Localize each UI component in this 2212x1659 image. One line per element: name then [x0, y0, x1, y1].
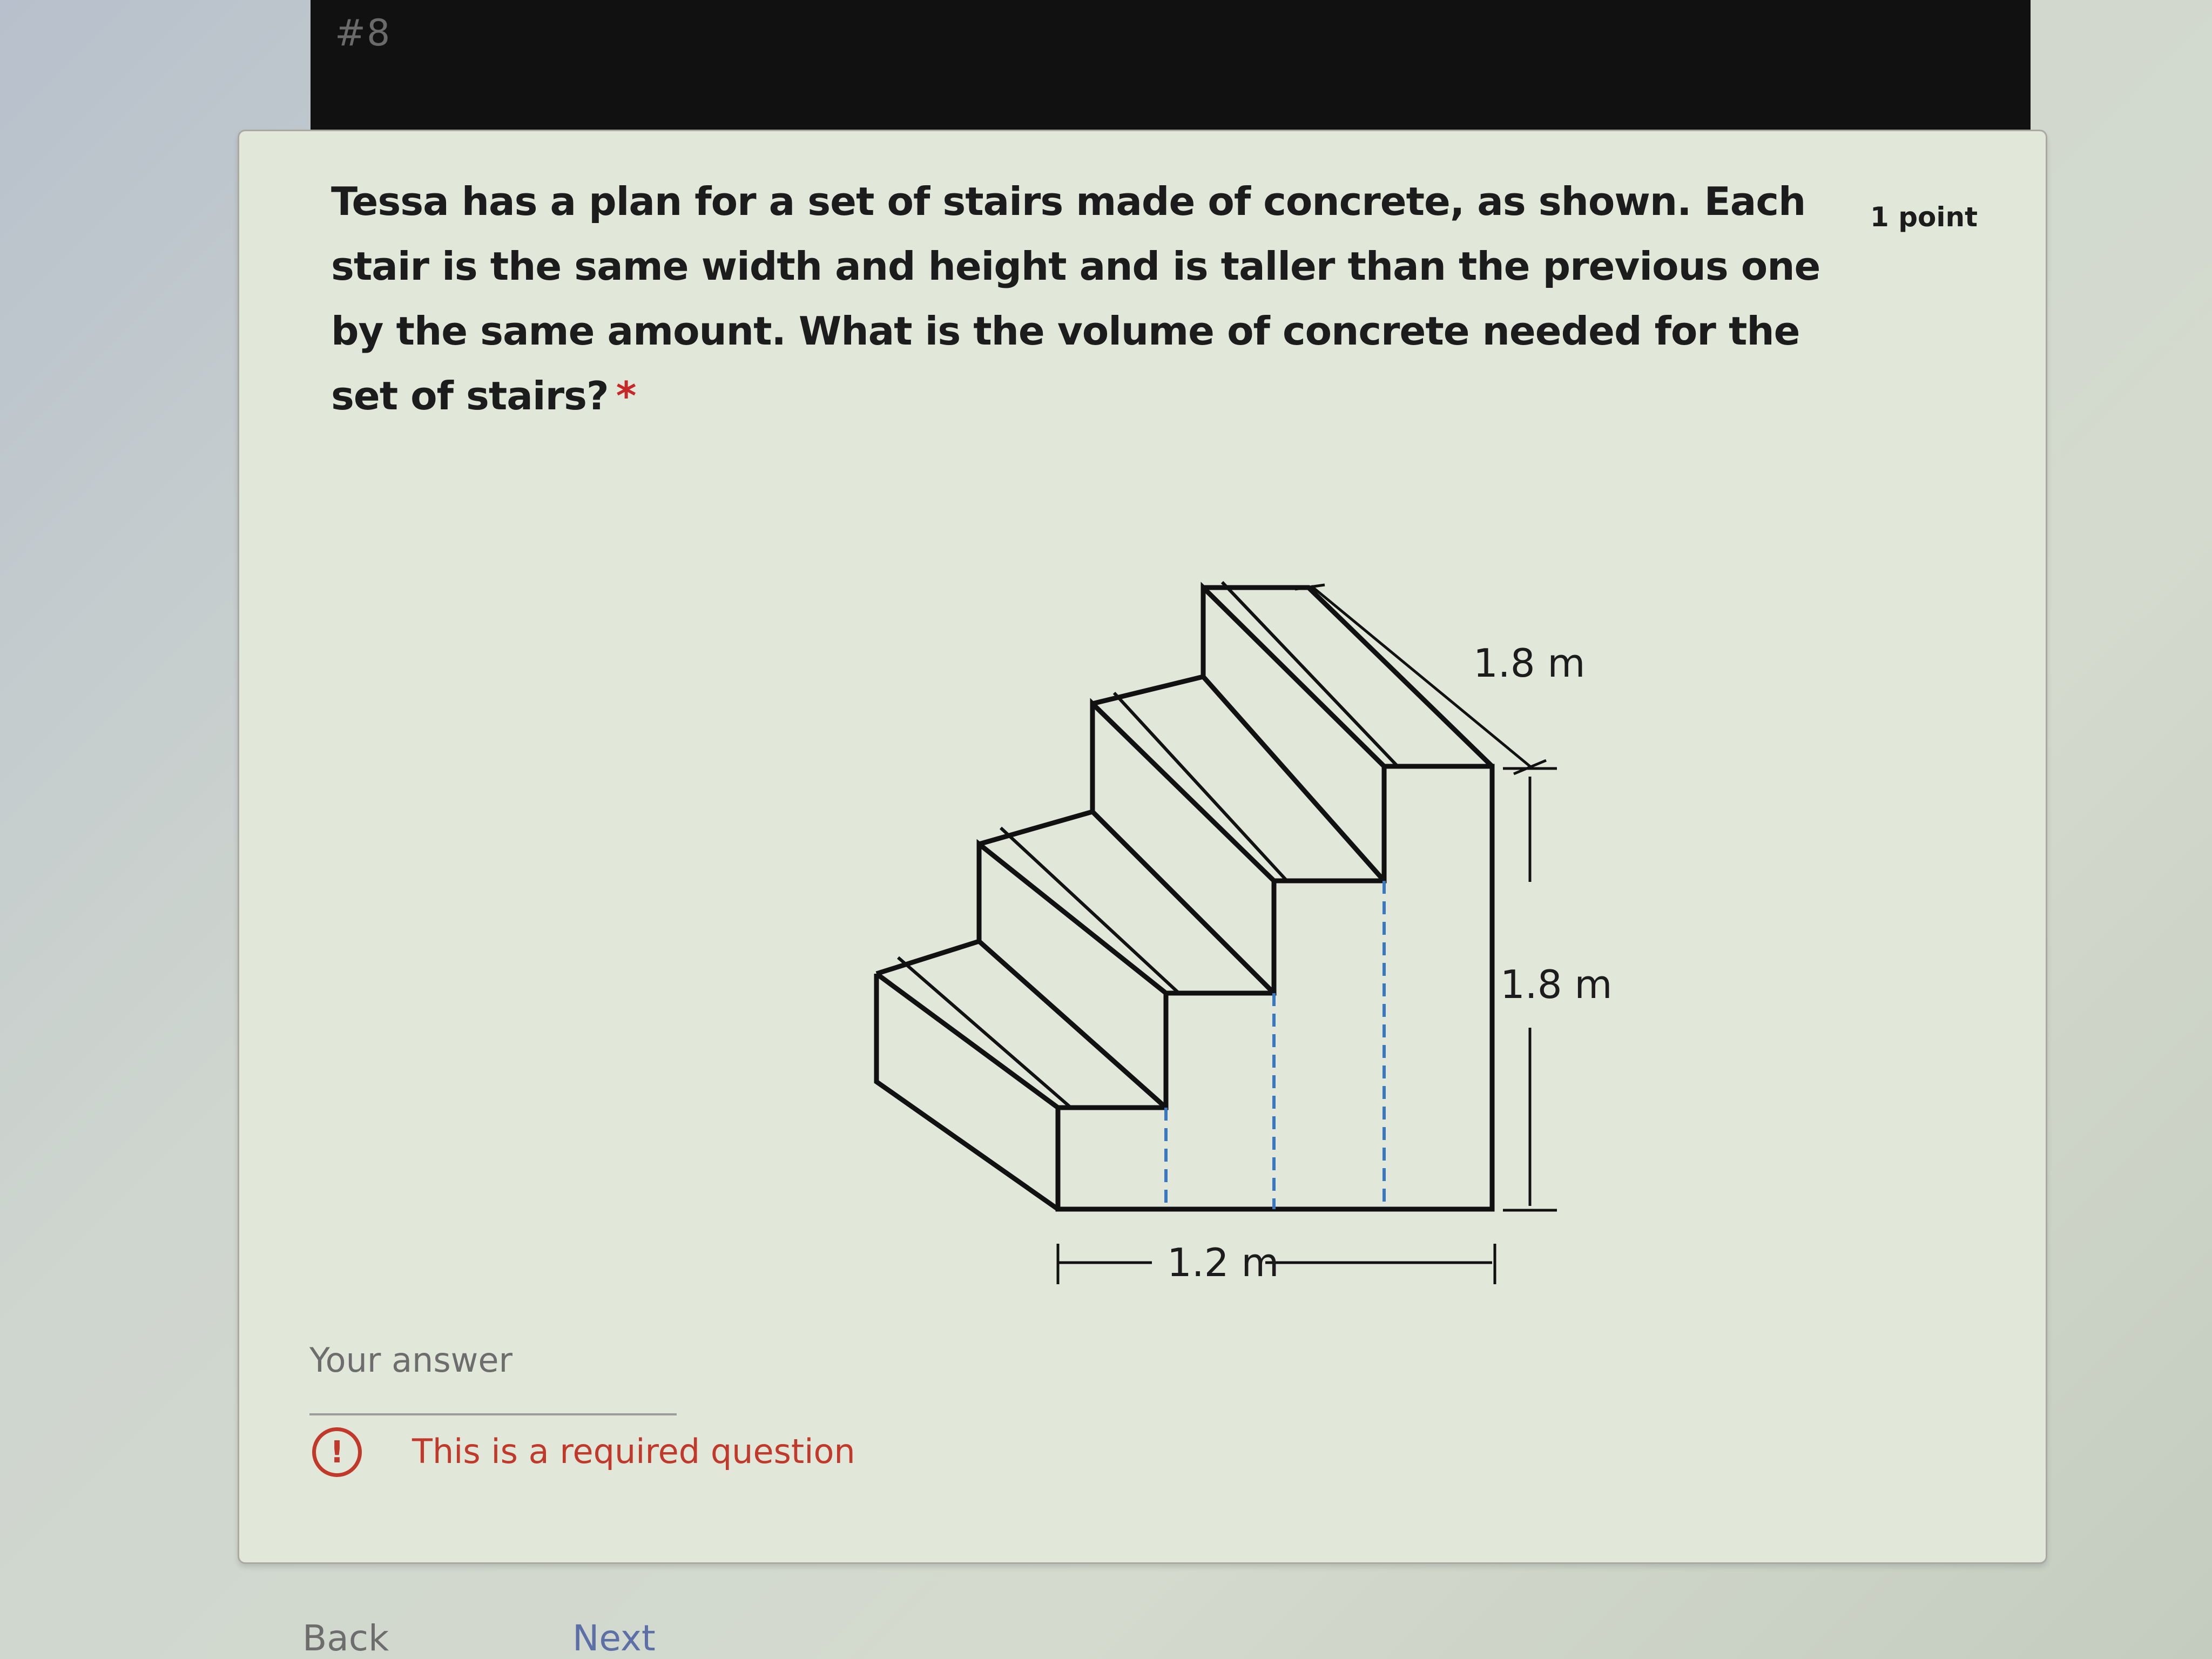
- depth-label: 1.8 m: [1473, 640, 1586, 686]
- stairs-figure: [806, 444, 1859, 1319]
- tread-line-1: [898, 957, 1071, 1108]
- back-button[interactable]: Back: [302, 1617, 389, 1659]
- width-label: 1.2 m: [1167, 1240, 1279, 1285]
- points-label: 1 point: [1870, 201, 1978, 233]
- answer-input[interactable]: [309, 1319, 677, 1415]
- validation-message: [312, 1422, 1068, 1487]
- step-1-front-edge: [876, 974, 1058, 1108]
- step-2-riser: [979, 844, 1166, 993]
- stairs-diagram: [806, 444, 1859, 1319]
- error-text: This is a required question: [412, 1432, 855, 1471]
- question-card: [238, 130, 2047, 1564]
- step-3-riser: [1092, 704, 1274, 881]
- error-icon: !: [312, 1427, 362, 1477]
- question-prompt: Tessa has a plan for a set of stairs made of concrete, as shown. Each stair is the same width and height and is taller than the previous one by the same amount. What is the volume of concrete needed for the set of stairs?: [331, 179, 1820, 419]
- height-label: 1.8 m: [1500, 962, 1613, 1007]
- form-header-bar: [311, 0, 2031, 133]
- question-text: [331, 169, 1870, 428]
- tread-line-3: [1114, 693, 1287, 881]
- next-button[interactable]: Next: [572, 1617, 656, 1659]
- section-title: #8: [335, 12, 392, 55]
- required-marker: *: [616, 373, 636, 419]
- tread-line-4: [1222, 582, 1398, 766]
- tread-line-2: [1001, 828, 1179, 993]
- step-4-riser: [1203, 588, 1384, 766]
- left-edge: [876, 974, 1058, 1209]
